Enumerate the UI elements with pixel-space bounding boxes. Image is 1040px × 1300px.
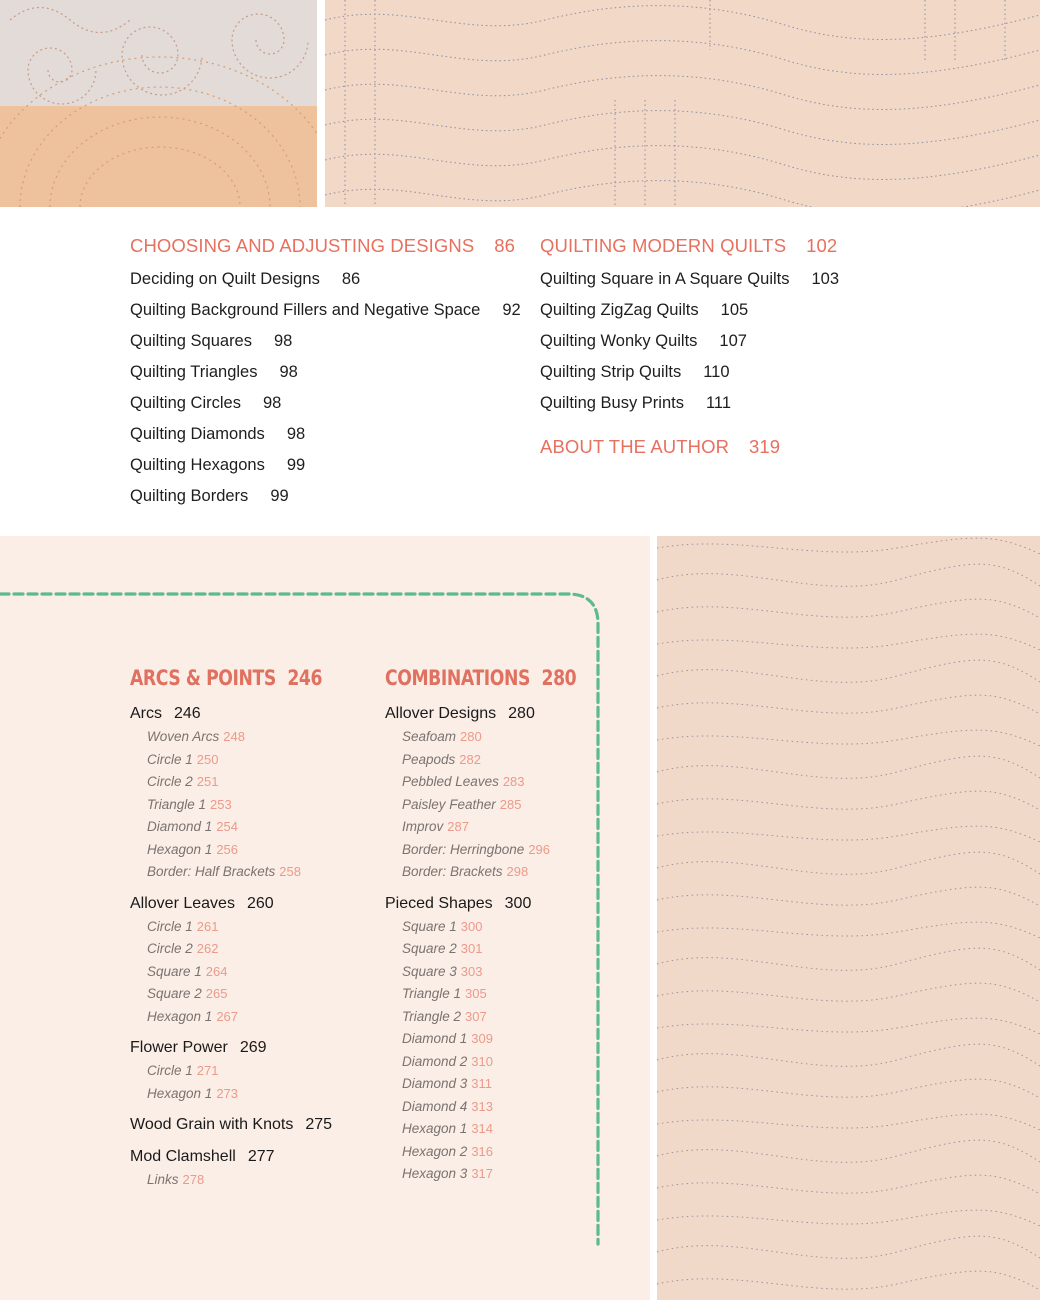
design-index-panel	[0, 536, 650, 1300]
design-group	[130, 1113, 364, 1137]
toc-item[interactable]: Quilting Circles 98	[130, 394, 282, 412]
toc-item[interactable]: Quilting Strip Quilts 110	[540, 363, 730, 381]
toc-item[interactable]: Quilting Busy Prints 111	[540, 394, 732, 412]
design-subitem[interactable]: Diamond 3 311	[402, 1076, 493, 1091]
design-subitem[interactable]: Circle 2 262	[147, 941, 219, 956]
design-group	[385, 702, 618, 884]
design-group	[130, 1145, 364, 1192]
toc-item[interactable]: Quilting ZigZag Quilts 105	[540, 301, 749, 319]
section-combinations	[385, 660, 618, 1194]
toc-item[interactable]: Quilting Square in A Square Quilts 103	[540, 270, 840, 288]
group-title[interactable]: Pieced Shapes 300	[385, 894, 532, 912]
design-subitem[interactable]: Seafoam 280	[402, 729, 482, 744]
toc-item[interactable]: Quilting Background Fillers and Negative Space 92	[130, 301, 521, 319]
toc-item[interactable]: Quilting Triangles 98	[130, 363, 298, 381]
toc-item[interactable]: Quilting Borders 99	[130, 487, 289, 505]
toc-heading-choosing-designs[interactable]: CHOOSING AND ADJUSTING DESIGNS 86	[130, 235, 516, 256]
design-group	[130, 892, 364, 1029]
design-group	[130, 1036, 364, 1105]
design-subitem[interactable]: Circle 1 271	[147, 1063, 219, 1078]
design-subitem[interactable]: Square 3 303	[402, 963, 483, 979]
group-title[interactable]: Flower Power 269	[130, 1039, 267, 1056]
design-subitem[interactable]: Diamond 1 254	[147, 819, 238, 834]
design-subitem[interactable]: Square 2 301	[402, 941, 483, 956]
quilt-waves-top-photo	[325, 0, 1040, 207]
design-subitem[interactable]: Hexagon 1 267	[147, 1008, 239, 1024]
design-subitem[interactable]: Hexagon 1 273	[147, 1085, 239, 1101]
design-subitem[interactable]: Paisley Feather 285	[402, 796, 522, 812]
design-group	[130, 702, 364, 884]
section-heading[interactable]: ARCS & POINTS 246	[130, 666, 323, 690]
design-subitem[interactable]: Square 2 265	[147, 986, 228, 1001]
toc-column-left	[130, 233, 521, 512]
quilt-waves-right-photo	[657, 536, 1040, 1300]
design-subitem[interactable]: Diamond 4 313	[402, 1098, 493, 1114]
toc-item[interactable]: Quilting Wonky Quilts 107	[540, 332, 747, 350]
quilt-swirl-photo	[0, 0, 317, 207]
design-subitem[interactable]: Pebbled Leaves 283	[402, 774, 525, 789]
design-subitem[interactable]: Square 1 300	[402, 918, 483, 934]
group-title[interactable]: Allover Leaves 260	[130, 894, 274, 912]
design-subitem[interactable]: Circle 2 251	[147, 774, 219, 789]
design-subitem[interactable]: Circle 1 261	[147, 918, 219, 934]
design-subitem[interactable]: Diamond 2 310	[402, 1053, 493, 1069]
design-subitem[interactable]: Improv 287	[402, 819, 469, 834]
toc-item[interactable]: Quilting Squares 98	[130, 332, 293, 350]
group-title[interactable]: Arcs 246	[130, 705, 201, 722]
design-subitem[interactable]: Hexagon 1 256	[147, 841, 239, 857]
design-subitem[interactable]: Woven Arcs 248	[147, 729, 245, 744]
toc-column-right	[540, 233, 839, 465]
group-title[interactable]: Allover Designs 280	[385, 705, 535, 722]
design-subitem[interactable]: Border: Herringbone 296	[402, 841, 551, 857]
design-subitem[interactable]: Hexagon 2 316	[402, 1143, 494, 1159]
section-heading[interactable]: COMBINATIONS 280	[385, 666, 577, 690]
toc-item[interactable]: Deciding on Quilt Designs 86	[130, 270, 361, 288]
design-subitem[interactable]: Border: Brackets 298	[402, 864, 529, 879]
design-subitem[interactable]: Triangle 1 305	[402, 986, 487, 1001]
design-subitem[interactable]: Peapods 282	[402, 751, 481, 767]
group-title[interactable]: Mod Clamshell 277	[130, 1148, 275, 1165]
group-title[interactable]: Wood Grain with Knots 275	[130, 1116, 333, 1133]
design-subitem[interactable]: Triangle 1 253	[147, 796, 232, 812]
design-subitem[interactable]: Square 1 264	[147, 963, 228, 979]
design-subitem[interactable]: Hexagon 1 314	[402, 1121, 494, 1136]
section-arcs-points	[130, 660, 364, 1200]
design-subitem[interactable]: Diamond 1 309	[402, 1031, 493, 1046]
design-subitem[interactable]: Hexagon 3 317	[402, 1166, 494, 1181]
toc-item[interactable]: Quilting Hexagons 99	[130, 456, 306, 474]
toc-heading-modern-quilts[interactable]: QUILTING MODERN QUILTS 102	[540, 235, 838, 256]
design-subitem[interactable]: Border: Half Brackets 258	[147, 864, 301, 879]
design-group	[385, 892, 618, 1186]
toc-heading-about-author[interactable]: ABOUT THE AUTHOR 319	[540, 436, 781, 457]
design-subitem[interactable]: Triangle 2 307	[402, 1008, 487, 1024]
design-subitem[interactable]: Circle 1 250	[147, 751, 219, 767]
toc-item[interactable]: Quilting Diamonds 98	[130, 425, 306, 443]
design-subitem[interactable]: Links 278	[147, 1172, 205, 1187]
